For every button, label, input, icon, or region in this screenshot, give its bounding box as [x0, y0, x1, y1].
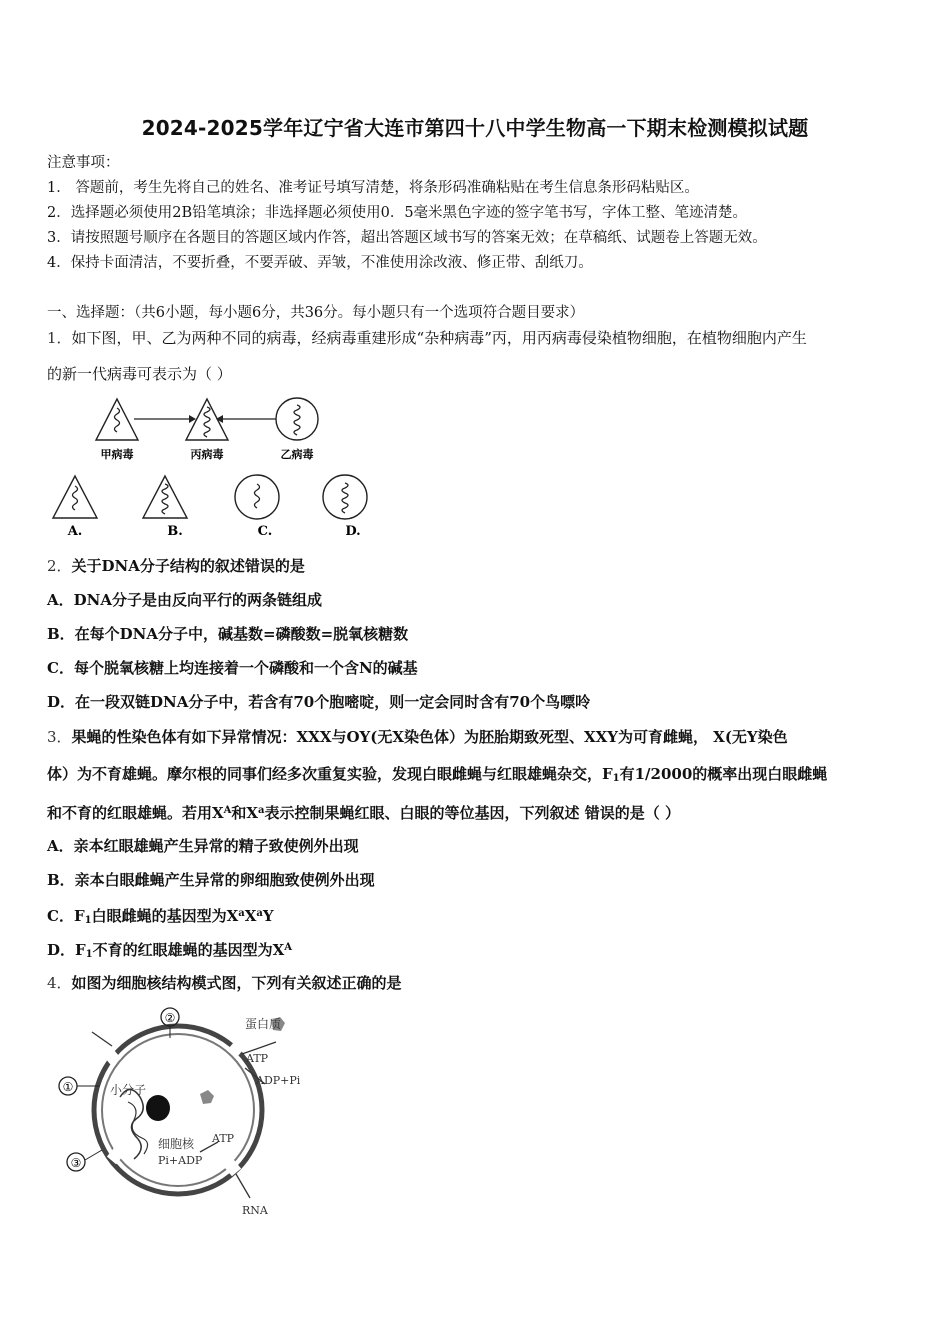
option-b-capsid: [143, 476, 187, 518]
q1-option-figures: [45, 472, 385, 542]
q4-stem-line: [47, 973, 402, 993]
notice-item: 4．保持卡面清洁，不要折叠，不要弄破、弄皱，不准使用涂改液、修正带、刮纸刀。: [47, 255, 593, 271]
notice-item: 1． 答题前，考生先将自己的姓名、准考证号填写清楚，将条形码准确粘贴在考生信息条形码粘贴区。: [47, 180, 699, 196]
option-d-label: D.: [345, 524, 361, 539]
label-protein: 蛋白质: [245, 1017, 282, 1031]
q3-option-d: [47, 938, 292, 965]
notice-item: 3．请按照题号顺序在各题目的答题区域内作答，超出答题区域书写的答案无效；在草稿纸、试题卷上答题无效。: [47, 230, 767, 246]
q2-stem-line: [47, 556, 305, 576]
q3-stem-1: 果蝇的性染色体有如下异常情况：XXX与OY(无X染色体）为胚胎期致死型、XXY为可育雌蝇， X(无Y染色: [71, 728, 788, 746]
option-c-label: C.: [257, 524, 273, 539]
q3-sup-A: A: [223, 805, 232, 816]
q3-stem-3mid: 和X: [231, 804, 259, 822]
virus-bing-rna: [204, 407, 210, 437]
q3-optd-mid: 不育的红眼雄蝇的基因型为X: [92, 941, 285, 959]
q4-number: 4．: [47, 974, 72, 992]
arrow-head-left: [216, 415, 223, 423]
label-small-molecule: 小分子: [110, 1083, 147, 1097]
q3-optc-x: X: [244, 907, 257, 925]
q4-stem: 如图为细胞核结构模式图，下列有关叙述正确的是: [71, 974, 402, 992]
label-bing-virus: 丙病毒: [190, 448, 224, 461]
option-a-rna: [73, 486, 78, 510]
section-heading: 一、选择题：（共6小题，每小题6分，共36分。每小题只有一个选项符合题目要求）: [47, 305, 585, 321]
virus-jia-rna: [115, 408, 120, 432]
label-rna: RNA: [242, 1204, 268, 1217]
q3-optd-sub: 1: [85, 949, 93, 960]
option-c-capsid: [235, 475, 279, 519]
protein-particle: [200, 1090, 214, 1104]
rna-export-arrow: [236, 1174, 250, 1198]
option-a-capsid: [53, 476, 97, 518]
option-a-label: A.: [67, 524, 83, 539]
q4-nucleus-figure: [50, 1002, 330, 1222]
label-yi-virus: 乙病毒: [280, 448, 314, 461]
virus-yi-capsid: [276, 398, 318, 440]
q3-optc-sup1: a: [238, 908, 245, 919]
q3-optd-sup: A: [284, 942, 293, 953]
option-d-rna: [342, 483, 348, 513]
marker-1-label: ①: [62, 1080, 74, 1094]
q3-optc-sub: 1: [84, 915, 92, 926]
q3-optc-pre: C．F: [47, 907, 85, 925]
q2-number: 2．: [47, 557, 72, 575]
q3-optc-end: Y: [262, 907, 274, 925]
q1-number: 1．: [47, 329, 72, 347]
q1-virus-figure: [90, 395, 340, 465]
nuclear-pore: [223, 1158, 241, 1176]
q3-optc-sup2: a: [256, 908, 263, 919]
label-jia-virus: 甲病毒: [100, 448, 134, 461]
marker-2-label: ②: [164, 1011, 176, 1025]
q1-stem-1: 如下图，甲、乙为两种不同的病毒，经病毒重建形成“杂种病毒”丙，用丙病毒侵染植物细胞，在植物细胞内产生: [71, 329, 807, 347]
q3-stem-2a: 体）为不育雄蝇。摩尔根的同事们经多次重复实验，发现白眼雌蝇与红眼雄蝇杂交，F: [47, 765, 613, 783]
q3-option-c: [47, 904, 274, 931]
label-pi-adp: Pi+ADP: [158, 1154, 203, 1167]
option-c-rna: [255, 484, 260, 508]
small-molecule-arrow: [92, 1032, 112, 1046]
q2-option-a: A．DNA分子是由反向平行的两条链组成: [47, 591, 322, 609]
notice-heading: 注意事项：: [47, 155, 120, 171]
q2-option-c: C．每个脱氧核糖上均连接着一个磷酸和一个含N的碱基: [47, 659, 418, 677]
chromatin: [120, 1090, 143, 1160]
option-b-rna: [162, 484, 168, 514]
q3-line1: [47, 727, 788, 747]
q3-optd-pre: D．F: [47, 941, 86, 959]
option-b-label: B.: [167, 524, 183, 539]
q3-sup-a: a: [258, 805, 265, 816]
q2-option-b: B．在每个DNA分子中，碱基数=磷酸数=脱氧核糖数: [47, 625, 409, 643]
q3-line2: [47, 764, 827, 789]
label-atp-mid: ATP: [212, 1132, 235, 1145]
q3-stem-3a: 和不育的红眼雄蝇。若用X: [47, 804, 224, 822]
virus-yi-rna: [294, 405, 300, 435]
q3-stem-3b: 表示控制果蝇红眼、白眼的等位基因，下列叙述 错误的是（ ）: [264, 804, 680, 822]
label-adp-pi: ADP+Pi: [256, 1074, 301, 1087]
label-nucleus: 细胞核: [158, 1137, 195, 1151]
q3-line3: [47, 801, 680, 823]
notice-item: 2．选择题必须使用2B铅笔填涂；非选择题必须使用0．5毫米黑色字迹的签字笔书写，字体工整、笔迹清楚。: [47, 205, 748, 221]
q3-stem-2b: 有1/2000的概率出现白眼雌蝇: [619, 765, 828, 783]
q3-option-b: B．亲本白眼雌蝇产生异常的卵细胞致使例外出现: [47, 871, 375, 889]
q2-option-d: D．在一段双链DNA分子中，若含有70个胞嘧啶，则一定会同时含有70个鸟嘌呤: [47, 693, 591, 711]
nucleolus: [146, 1095, 170, 1121]
q3-optc-mid: 白眼雌蝇的基因型为X: [91, 907, 239, 925]
q3-sub-1: 1: [612, 773, 620, 784]
q1-line2: 的新一代病毒可表示为（ ）: [47, 365, 232, 383]
q3-number: 3．: [47, 728, 72, 746]
label-atp-top: ATP: [246, 1052, 269, 1065]
page-title: 2024-2025学年辽宁省大连市第四十八中学生物高一下期末检测模拟试题: [141, 116, 809, 140]
marker-3-label: ③: [70, 1156, 82, 1170]
q2-stem: 关于DNA分子结构的叙述错误的是: [71, 557, 305, 575]
q3-option-a: A．亲本红眼雄蝇产生异常的精子致使例外出现: [47, 837, 359, 855]
marker-3-leader: [85, 1150, 102, 1160]
q1-line1: [47, 328, 807, 348]
